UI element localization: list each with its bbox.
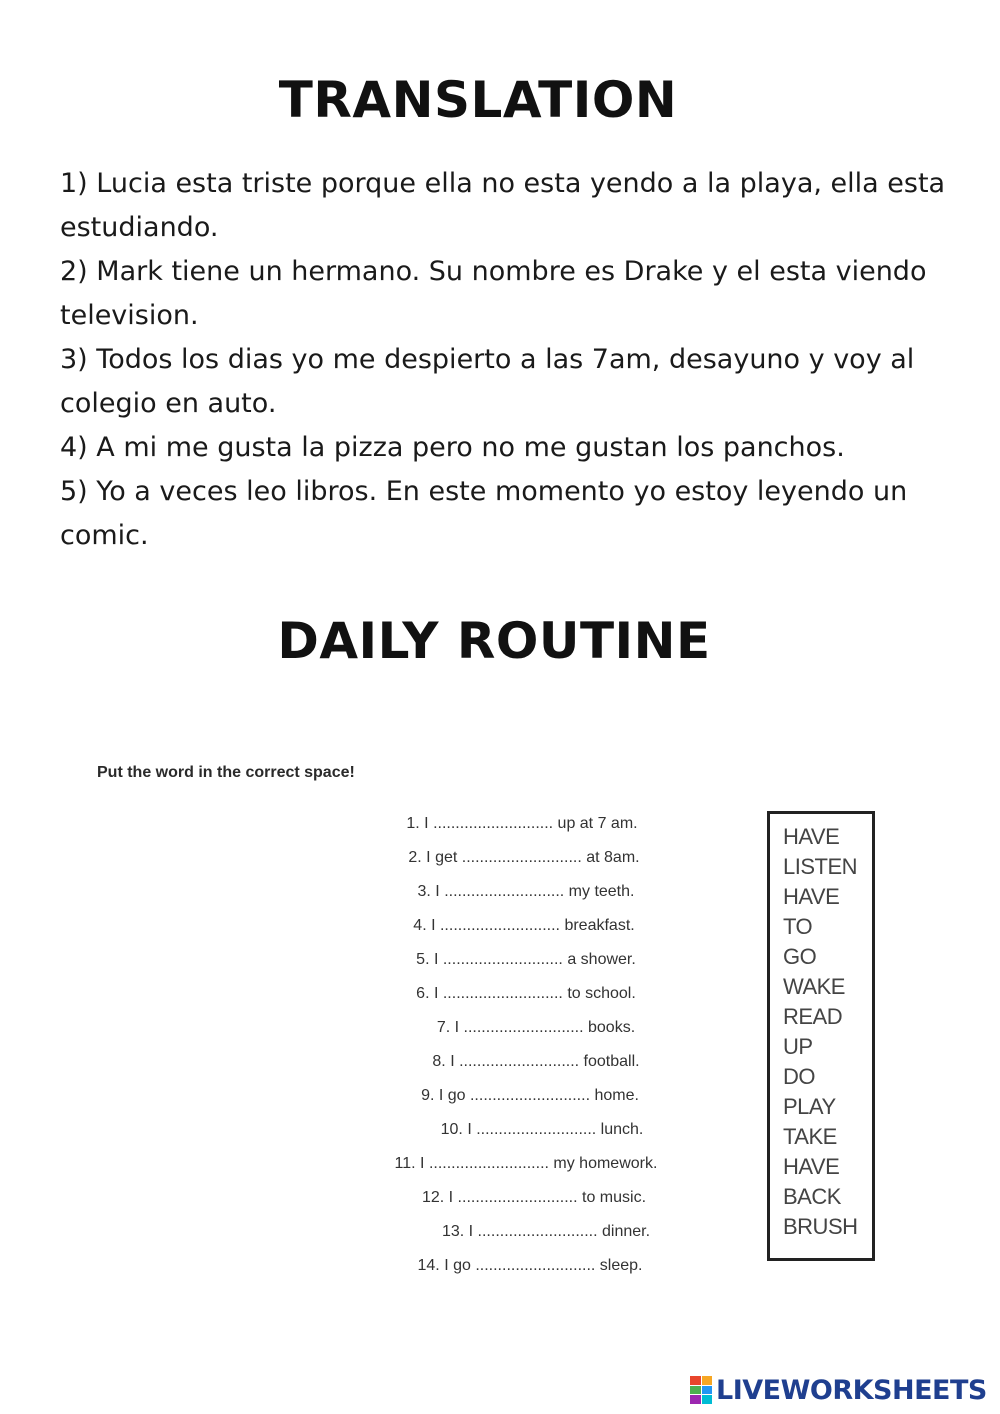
- translation-item: 2) Mark tiene un hermano. Su nombre es Drake y el esta viendo television.: [60, 256, 927, 331]
- word-bank-item: HAVE: [783, 1154, 840, 1179]
- word-bank-item: LISTEN: [783, 854, 858, 879]
- word-bank-item: READ: [783, 1004, 843, 1029]
- exercise-sentence: 5. I ........................... a shower.: [416, 951, 636, 968]
- translation-list: [60, 162, 960, 558]
- exercise-sentence: 8. I ........................... football.: [432, 1053, 640, 1070]
- word-bank-item: BACK: [783, 1184, 841, 1209]
- translation-title: TRANSLATION: [278, 71, 678, 129]
- exercise-sentence: 12. I ........................... to music.: [421, 1189, 647, 1206]
- translation-item: 4) A mi me gusta la pizza pero no me gustan los panchos.: [60, 432, 845, 463]
- exercise-sentence: 11. I ........................... my homework.: [394, 1155, 658, 1172]
- word-bank-item: PLAY: [783, 1094, 836, 1119]
- liveworksheets-logo-icon: [690, 1376, 712, 1404]
- exercise-sentence: 3. I ........................... my teeth.: [417, 883, 635, 900]
- liveworksheets-logo: [690, 1372, 987, 1408]
- exercise-sentence: 4. I ........................... breakfast.: [413, 917, 635, 934]
- word-bank-item: HAVE: [783, 884, 840, 909]
- word-bank-item: TO: [783, 914, 813, 939]
- exercise-instruction: Put the word in the correct space!: [97, 764, 355, 781]
- translation-item: 5) Yo a veces leo libros. En este momento yo estoy leyendo un comic.: [60, 476, 908, 551]
- exercise-sentence: 1. I ........................... up at 7 am.: [406, 815, 638, 832]
- exercise-sentence: 2. I get ........................... at 8am.: [408, 849, 640, 866]
- brand-name: LIVEWORKSHEETS: [716, 1374, 987, 1406]
- translation-item: 3) Todos los dias yo me despierto a las 7am, desayuno y voy al colegio en auto.: [60, 344, 915, 419]
- exercise-sentence: 6. I ........................... to school.: [416, 985, 636, 1002]
- daily-routine-title: DAILY ROUTINE: [277, 612, 711, 670]
- word-bank-item: UP: [783, 1034, 813, 1059]
- exercise-sentence: 7. I ........................... books.: [436, 1019, 636, 1036]
- exercise-sentence: 10. I ........................... lunch.: [440, 1121, 644, 1138]
- word-bank-item: HAVE: [783, 824, 840, 849]
- exercise-sentence: 14. I go ........................... sleep.: [417, 1257, 643, 1274]
- translation-item: 1) Lucia esta triste porque ella no esta yendo a la playa, ella esta estudiando.: [60, 168, 946, 243]
- word-bank-item: TAKE: [783, 1124, 837, 1149]
- exercise-sentence: 13. I ........................... dinner.: [441, 1223, 651, 1240]
- word-bank-item: DO: [783, 1064, 815, 1089]
- word-bank-box: [767, 811, 875, 1261]
- word-bank-item: BRUSH: [783, 1214, 858, 1239]
- word-bank-item: GO: [783, 944, 817, 969]
- word-bank-item: WAKE: [783, 974, 845, 999]
- exercise-sentence: 9. I go ........................... home.: [421, 1087, 639, 1104]
